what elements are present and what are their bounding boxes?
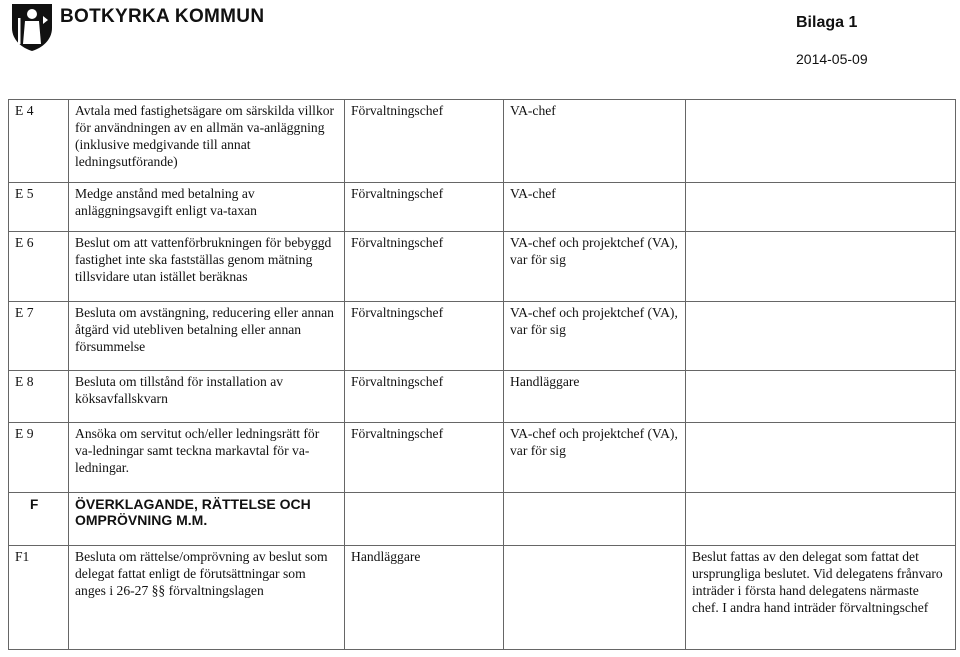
row-matter: Avtala med fastighetsägare om särskilda villkor för användningen av en allmän va-anläggning (inklusive medgivande till annat ledningsutförande) bbox=[69, 100, 345, 183]
section-code: F bbox=[9, 493, 69, 546]
row-code: E 7 bbox=[9, 302, 69, 371]
row-code: E 6 bbox=[9, 232, 69, 302]
row-code: E 5 bbox=[9, 183, 69, 232]
row-code: F1 bbox=[9, 546, 69, 650]
row-substitute: VA-chef bbox=[504, 183, 686, 232]
row-substitute: VA-chef bbox=[504, 100, 686, 183]
row-matter: Besluta om rättelse/omprövning av beslut som delegat fattat enligt de förutsättningar som anges i 26-27 §§ förvaltningslagen bbox=[69, 546, 345, 650]
row-code: E 8 bbox=[9, 371, 69, 423]
page-header bbox=[0, 0, 960, 95]
table-row bbox=[9, 371, 956, 423]
row-delegate: Förvaltningschef bbox=[345, 302, 504, 371]
row-matter: Besluta om avstängning, reducering eller annan åtgärd vid utebliven betalning eller annan försummelse bbox=[69, 302, 345, 371]
row-substitute: VA-chef och projektchef (VA), var för sig bbox=[504, 423, 686, 493]
row-matter: Medge anstånd med betalning av anläggningsavgift enligt va-taxan bbox=[69, 183, 345, 232]
municipality-name: BOTKYRKA KOMMUN bbox=[60, 6, 265, 27]
row-delegate: Förvaltningschef bbox=[345, 183, 504, 232]
row-delegate: Förvaltningschef bbox=[345, 100, 504, 183]
table-row bbox=[9, 423, 956, 493]
row-remark bbox=[686, 371, 956, 423]
attachment-label: Bilaga 1 bbox=[796, 14, 858, 31]
row-delegate: Förvaltningschef bbox=[345, 232, 504, 302]
row-delegate: Handläggare bbox=[345, 546, 504, 650]
table-row bbox=[9, 100, 956, 183]
row-matter: Ansöka om servitut och/eller ledningsrätt för va-ledningar samt teckna markavtal för va-ledningar. bbox=[69, 423, 345, 493]
row-code: E 4 bbox=[9, 100, 69, 183]
row-delegate: Förvaltningschef bbox=[345, 423, 504, 493]
table-row bbox=[9, 302, 956, 371]
table-row bbox=[9, 546, 956, 650]
row-matter: Besluta om tillstånd för installation av köksavfallskvarn bbox=[69, 371, 345, 423]
row-remark bbox=[686, 183, 956, 232]
row-substitute: VA-chef och projektchef (VA), var för sig bbox=[504, 302, 686, 371]
row-remark: Beslut fattas av den delegat som fattat det ursprungliga beslutet. Vid delegatens frånvaro inträder i första hand delegatens närmaste chef. I andra hand inträder förvaltningschef bbox=[686, 546, 956, 650]
table-row bbox=[9, 183, 956, 232]
row-remark bbox=[686, 232, 956, 302]
row-remark bbox=[686, 302, 956, 371]
row-code: E 9 bbox=[9, 423, 69, 493]
row-remark bbox=[686, 423, 956, 493]
botkyrka-coat-of-arms-icon bbox=[10, 2, 54, 52]
delegation-table bbox=[8, 99, 956, 650]
section-row bbox=[9, 493, 956, 546]
document-date: 2014-05-09 bbox=[796, 51, 868, 67]
row-matter: Beslut om att vattenförbrukningen för bebyggd fastighet inte ska fastställas genom mätning tillsvidare utan istället beräknas bbox=[69, 232, 345, 302]
table-row bbox=[9, 232, 956, 302]
row-remark bbox=[686, 100, 956, 183]
row-delegate: Förvaltningschef bbox=[345, 371, 504, 423]
row-substitute: VA-chef och projektchef (VA), var för sig bbox=[504, 232, 686, 302]
row-substitute: Handläggare bbox=[504, 371, 686, 423]
row-substitute bbox=[504, 546, 686, 650]
section-title: ÖVERKLAGANDE, RÄTTELSE OCH OMPRÖVNING M.M. bbox=[69, 493, 345, 546]
